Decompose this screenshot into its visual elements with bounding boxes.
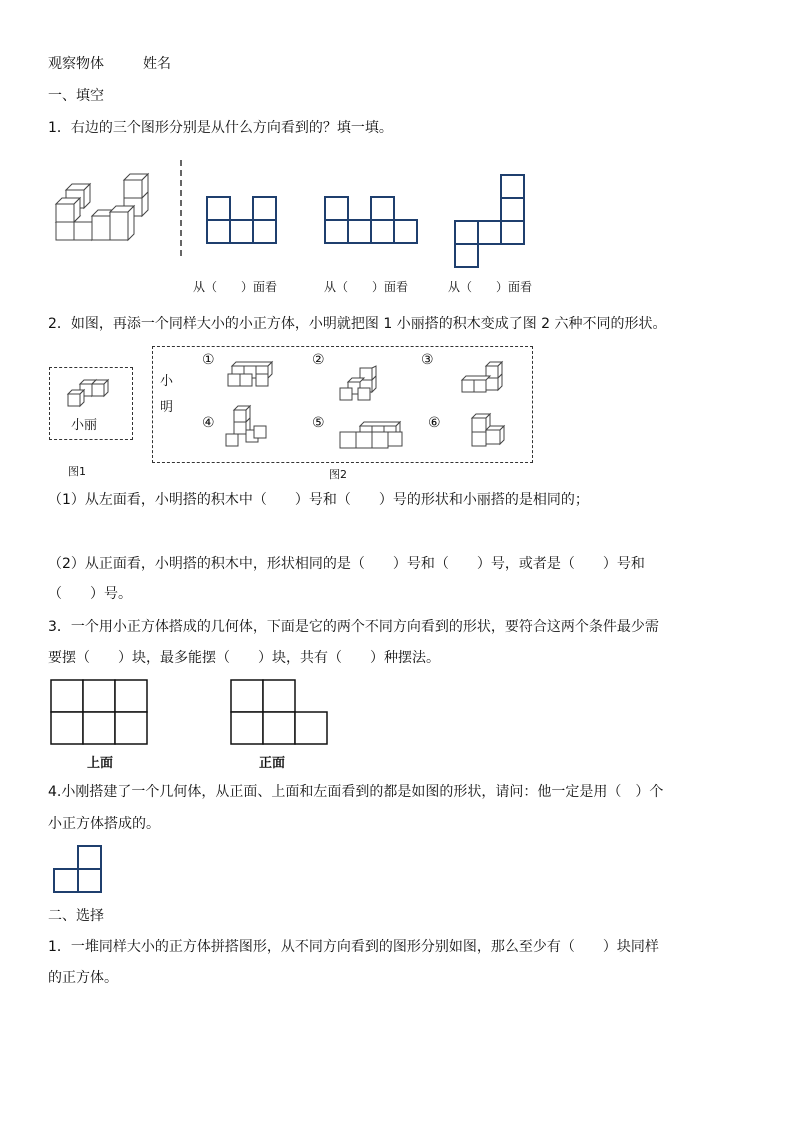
q1-solid-figure bbox=[52, 172, 162, 252]
q1-view-3 bbox=[454, 174, 526, 268]
q3-top-view bbox=[50, 679, 148, 745]
q1-answer-3: 从（ ）面看 bbox=[448, 280, 533, 294]
option-4-cubes bbox=[224, 406, 270, 452]
figure-1-caption: 图1 bbox=[68, 465, 86, 478]
figure-1-cubes bbox=[66, 378, 110, 410]
section-heading-choice: 二、选择 bbox=[48, 908, 104, 924]
option-number-1: ① bbox=[202, 352, 215, 368]
choice-1-line-1: 1．一堆同样大小的正方体拼搭图形，从不同方向看到的图形分别如图，那么至少有（ ）块同样 bbox=[48, 939, 659, 955]
section-heading-fill-blank: 一、填空 bbox=[48, 88, 104, 104]
worksheet-title: 观察物体 bbox=[48, 56, 104, 72]
question-3-line-2: 要摆（ ）块，最多能摆（ ）块，共有（ ）种摆法。 bbox=[48, 650, 440, 666]
question-2-sub-2-line-2: （ ）号。 bbox=[48, 586, 132, 602]
option-number-3: ③ bbox=[421, 352, 434, 368]
q1-answer-2: 从（ ）面看 bbox=[324, 280, 409, 294]
choice-1-line-2: 的正方体。 bbox=[48, 970, 118, 986]
option-2-cubes bbox=[338, 366, 382, 406]
question-2-sub-1: （1）从左面看，小明搭的积木中（ ）号和（ ）号的形状和小丽搭的是相同的； bbox=[48, 492, 589, 508]
q1-view-1 bbox=[206, 196, 278, 244]
question-2-sub-2-line-1: （2）从正面看，小明搭的积木中，形状相同的是（ ）号和（ ）号，或者是（ ）号和 bbox=[48, 556, 645, 572]
option-number-4: ④ bbox=[202, 415, 215, 431]
option-3-cubes bbox=[460, 362, 512, 398]
q1-answer-1: 从（ ）面看 bbox=[193, 280, 278, 294]
question-4-line-1: 4.小刚搭建了一个几何体，从正面、上面和左面看到的都是如图的形状，请问：他一定是用（ ）个 bbox=[48, 784, 664, 800]
question-1-text: 1．右边的三个图形分别是从什么方向看到的？填一填。 bbox=[48, 120, 393, 136]
question-4-line-2: 小正方体搭成的。 bbox=[48, 816, 160, 832]
q3-front-label: 正面 bbox=[259, 756, 286, 771]
q4-view bbox=[53, 845, 103, 895]
figure-2-caption: 图2 bbox=[329, 468, 347, 481]
question-2-text: 2．如图，再添一个同样大小的小正方体，小明就把图 1 小丽搭的积木变成了图 2 六种不同的形状。 bbox=[48, 316, 667, 332]
q1-view-2 bbox=[324, 196, 419, 244]
option-1-cubes bbox=[226, 360, 282, 390]
q3-top-label: 上面 bbox=[87, 756, 114, 771]
option-5-cubes bbox=[338, 420, 406, 454]
option-6-cubes bbox=[470, 412, 514, 454]
name-label: 姓名 bbox=[143, 56, 171, 72]
option-number-6: ⑥ bbox=[428, 415, 441, 431]
option-number-5: ⑤ bbox=[312, 415, 325, 431]
figure-1-person: 小丽 bbox=[71, 418, 98, 433]
option-number-2: ② bbox=[312, 352, 325, 368]
figure-2-person: 小明 bbox=[160, 374, 174, 415]
q3-front-view bbox=[230, 679, 328, 745]
question-3-line-1: 3．一个用小正方体搭成的几何体，下面是它的两个不同方向看到的形状，要符合这两个条件最少需 bbox=[48, 619, 659, 635]
divider-dashed-line bbox=[178, 160, 184, 256]
